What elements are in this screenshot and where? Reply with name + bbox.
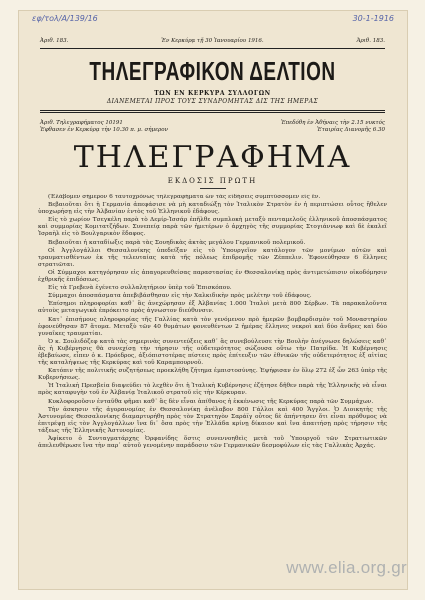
article-paragraph: Εἰς τὸ χωρίον Τσεγκέλη παρὰ τὸ Δεμίρ-Ἱσσάρ ἐπῆλθε συμπλοκὴ μεταξὺ πενταμελοῦς ἑλληνικοῦ ἀποσπάσματος καὶ συμμορίας Κομιτατζήδων. Συνεπείᾳ παρὰ τῶν ἡμετέρων ὁ ἀρχηγὸς τῆς συμμορίας Στογιάννωφ καὶ δὲ ἐκαλεῖ Ἰσραὴλ εἰς τὸ Βουλγαρικὸν ἔδαφος. (38, 217, 387, 238)
archive-reference: εφ/τολ/Α/139/16 (32, 14, 98, 23)
article-paragraph: Ἐπίσημοι πληροφορίαι καθ᾽ ἃς ἀνεχώρησαν ἐξ Ἀλβανίας 1.000 Ἰταλοὶ μετὰ 800 Σέρβων. Τὰ παρακαλοῦντα αὐτοὺς μεταγωγικὰ ἐπρόκειτο πρὸς ἀγνωστον διεύθυνσιν. (38, 301, 387, 315)
handwritten-date: 30-1-1916 (352, 14, 394, 23)
telegram-info (40, 120, 385, 134)
telegram-number: Ἀριθ. Τηλεγραφήματος 10191 (40, 120, 123, 126)
article-paragraph: Οἱ Σύμμαχοι κατηγόρησαν εἰς ἀπαγορευθείσας παραστασίας ἐν Θεσσαλονίκῃ πρὸς ἀντιμετώπισιν οἰκοδόμησιν ἐχθρικῆς ἐπιδόσεως. (38, 269, 387, 284)
article-paragraph: Τὴν ἀσκησιν τῆς ἀγορανομίας ἐν Θεσσαλονίκῃ ἀνέλαβον 800 Γάλλοι καὶ 400 Ἄγγλοι. Ὁ Διοικητὴς τῆς Ἀστυνομίας Θεσσαλονίκης διαμαρτυρήθη πρὸς τὸν Στρατηγὸν Σαράϊγ οὗτος δὲ ἀπήντησεν ὅτι εἶναι πρόθυμος νὰ ἐπιτρέψῃ εἰς τὸν Ἀγγλογάλλων ἵνα δι᾽ ὅσα πρὸς τὴν Ἑλλάδα κρίνῃ δίκαιον καὶ ἴνα ἀπαιτήσῃ πρὸς τήρησιν τῆς τάξεως τῆς Ἑλληνικῆς Ἀστυνομίας. (38, 406, 387, 434)
telegram-info-left (40, 120, 168, 134)
edition-rule (200, 188, 226, 189)
article-paragraph: Ἡ Ἰταλικὴ Πρεσβεία διαψεύδει τὸ λεχθὲν ὅτι ἡ Ἰταλικὴ Κυβέρνησις ἐζήτησε δῆθεν παρὰ τῆς Ἑλληνικῆς νὰ εἶναι πρὸς καταφυγὴν τοῦ ἐν Ἀλβανίᾳ Ἰταλικοῦ στρατοῦ εἰς τὴν Κέρκυραν. (38, 383, 387, 397)
arrival-time: Ἐφθασεν ἐν Κερκύρᾳ τὴν 10.30 π. μ. σήμερον (40, 127, 168, 133)
watermark-text: www.elia.org.gr (286, 558, 407, 577)
telegram-info-right (281, 120, 385, 134)
divider-masthead-double (40, 112, 385, 113)
article-paragraph: Κατόπιν τῆς πολιτικῆς συζητήσεως προεκλήθη ζήτημα ἐμπιστοσύνης. Ἐψήφισαν ἐν ὅλῳ 272 ἐξ ὧν 263 ὑπὲρ τῆς Κυβερνήσεως. (38, 368, 387, 382)
article-paragraph: Βεβαιοῦται ἡ καταδίωξις παρὰ τὰς Σουηδικὰς ἀκτὰς μεγάλου Γερμανικοῦ πολεμικοῦ. (48, 239, 306, 246)
article-paragraph: Εἰς τὰ Γρεβενὰ ἐγένετο συλλαλητήριον ὑπὲρ τοῦ Ἐπισκόπου. (48, 285, 232, 292)
article-paragraph: Κατ᾽ ἐπισήμους πληροφορίας τῆς Γαλλίας κατὰ τὸν γενόμενον πρὸ ἡμερῶν βομβαρδισμὸν τοῦ Μοναστηρίου ἐφονεύθησαν 87 ἄτομα. Μεταξὺ τῶν 40 θυμάτων φονευθέντων 2 ἡμέρας ἕλληνες νεκροὶ καὶ δύο ἄνδρες καὶ δύο γυναῖκες τραυματίαι. (38, 316, 387, 337)
article-paragraph: Οἱ Ἀγγλογάλλοι Θεσσαλονίκης ὑπεδείξαν εἰς τὸ Ὑπουργεῖον κατάλογον τῶν μονίμων αὐτῶν καὶ τραυματισθέντων ἐκ τῆς τελευταίας κατὰ τῆς πόλεως ἐπιδρομῆς τῶν Ζέππελιν. Ἐφονεύθησαν 6 ἕλληνες στρατιῶται. (38, 247, 387, 268)
issue-number-right: Ἀριθ. 183. (356, 38, 385, 44)
dispatch-time: Ἐπεδόθη ἐν Ἀθήναις τὴν 2.15 νυκτός (280, 120, 385, 126)
masthead-subtitle: ΤΩΝ ΕΝ ΚΕΡΚΥΡΑ ΣΥΛΛΟΓΩΝ (154, 90, 271, 97)
distribution-time: Ἐταιρίας Διανομῆς 6.30 (317, 127, 385, 133)
archival-handwriting (32, 14, 394, 23)
issue-number-left: Ἀριθ. 183. (40, 38, 69, 44)
article-paragraph: Ἀφίκετο ὁ Συνταγματάρχης Ὀρφανίδης ὅστις συνεννοηθεὶς μετὰ τοῦ Ὑπουργοῦ τῶν Στρατιωτικῶν ἀπελευθέρωσε ἵνα τὴν παρ᾽ αὐτοῦ γενομένην παράδοσιν τῶν Γερμανικῶν δεσμοφύλων εἰς τὰς Γαλλικὰς Ἀρχάς. (38, 436, 387, 450)
divider-masthead (40, 110, 385, 111)
divider-top (40, 48, 385, 49)
article-paragraph: Βεβαιοῦται ὅτι ἡ Γερμανία ἀπεφάσισε νὰ μὴ καταδιώξῃ τὸν Ἰταλικὸν Στρατὸν ἐν ἡ περιπτώσει οὗτος ἤθελεν ὑποχωρήσῃ εἰς τὴν Ἀλβανίαν ἐντὸς τοῦ Ἑλληνικοῦ ἐδάφους. (38, 202, 387, 216)
article-body (38, 194, 387, 538)
masthead-tagline: ΔΙΑΝΕΜΕΤΑΙ ΠΡΟΣ ΤΟΥΣ ΣΥΝΔΡΟΜΗΤΑΣ ΔΙΣ ΤΗΣ ΗΜΕΡΑΣ (106, 98, 319, 105)
masthead-title: ΤΗΛΕΓΡΑΦΙΚΟΝ ΔΕΛΤΙΟΝ (89, 58, 336, 87)
issue-date: Ἐν Κερκύρᾳ τῇ 30 Ἰανουαρίου 1916. (161, 38, 264, 44)
article-paragraph: Κυκλοφοροῦσιν ἐνταῦθα φῆμαι καθ᾽ ἃς δὲν εἶναι ἀπίθανος ἡ ἐκκένωσις τῆς Κερκύρας παρὰ τῶν Συμμάχων. (48, 398, 374, 405)
edition-label: ΕΚΔΟΣΙΣ ΠΡΩΤΗ (167, 177, 258, 185)
issue-line (40, 38, 385, 44)
article-paragraph: Σύμμαχοι ἀποσπάσματα ἀπεβιβάσθησαν εἰς τὴν Χαλκιδικὴν πρὸς μελέτην τοῦ ἐδάφους. (48, 293, 312, 300)
article-paragraph: Ὁ κ. Σουλιδόζεφ κατὰ τὰς σημερινὰς συνεντεύξεις καθ᾽ ἃς συνεβούλευσε τὴν Βουλὴν ἀνέγνωσε δηλώσεις καθ᾽ ἃς ἡ Κυβέρνησις θὰ συνεχίσῃ τὴν τήρησιν τῆς οὐδετερότητος σώζουσα οὕτω τὴν Πατρίδα. Ἡ Κυβέρνησις ἐβεβαίωσε, εἶπεν ὁ κ. Πρόεδρος, ἀξιόπιστοτέρας πίστεις πρὸς ἐπίτευξιν τῶν ἐθνικῶν τῆς οὐδετερότητος ἐξ αἰτίας τῆς καταλήψεως τῆς Κερκύρας καὶ τοῦ Καραμπουρνοῦ. (38, 338, 387, 367)
article-paragraph: (Ἐλάβομεν σήμερον 6 ταυτοχρόνως τηλεγραφήματα ὧν τὰς εἰδήσεις συμπτύσσομεν εἰς ἕν. (48, 194, 321, 200)
headline: ΤΗΛΕΓΡΑΦΗΜΑ (73, 140, 352, 175)
